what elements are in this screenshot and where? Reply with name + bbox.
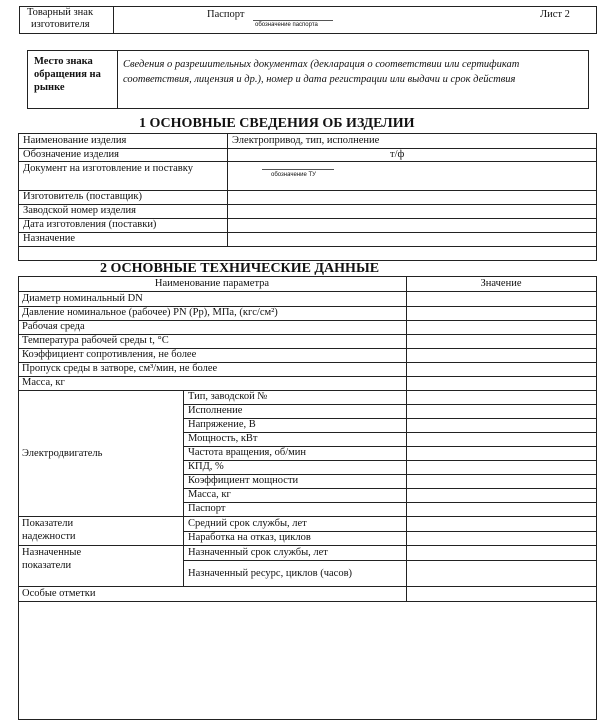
section1-row-label: Назначение	[23, 233, 76, 244]
rule	[117, 50, 118, 109]
rule	[18, 291, 597, 292]
section1-row-label: Изготовитель (поставщик)	[23, 191, 142, 202]
section1-row-value: Электропривод, тип, исполнение	[232, 135, 380, 146]
rule	[183, 460, 597, 461]
market-text: Сведения о разрешительных документах (декларация о соответствии или сертификат соответствия, лицензия и др.), номер и дата регистрации или выдачи и срок действия	[123, 59, 520, 85]
section1-row-label: Документ на изготовление и поставку	[23, 163, 193, 174]
motor-row: Исполнение	[188, 405, 243, 416]
rule	[227, 133, 228, 247]
motor-row: Тип, заводской №	[188, 391, 268, 402]
rule	[18, 232, 597, 233]
rule	[183, 390, 184, 587]
motor-row: Масса, кг	[188, 489, 231, 500]
section1-row-value: т/ф	[390, 149, 405, 160]
section1-title: 1 ОСНОВНЫЕ СВЕДЕНИЯ ОБ ИЗДЕЛИИ	[139, 116, 415, 131]
motor-row: Частота вращения, об/мин	[188, 447, 307, 458]
rule	[183, 488, 597, 489]
rule	[183, 560, 597, 561]
param-row: Масса, кг	[22, 377, 65, 388]
tu-sub: обозначение ТУ	[271, 172, 316, 178]
rule	[18, 719, 597, 720]
param-row: Пропуск среды в затворе, см³/мин, не более	[22, 363, 218, 374]
rule	[18, 133, 597, 134]
rule	[596, 6, 597, 34]
rule	[18, 320, 597, 321]
trademark-label: изготовителя	[31, 19, 90, 30]
section1-row-label: Обозначение изделия	[23, 149, 119, 160]
passport-sub: обозначение паспорта	[255, 22, 318, 28]
rule	[19, 33, 597, 34]
reliability-label: надежности	[22, 531, 76, 542]
section1-row-label: Дата изготовления (поставки)	[23, 219, 157, 230]
rule	[18, 276, 597, 277]
rule	[18, 133, 19, 261]
param-row: Рабочая среда	[22, 321, 85, 332]
motor-row: Напряжение, В	[188, 419, 256, 430]
rule	[27, 50, 28, 109]
col-value-header: Значение	[480, 278, 522, 289]
rule	[596, 133, 597, 261]
passport-label: Паспорт	[207, 9, 245, 20]
param-row: Давление номинальное (рабочее) PN (Рр), МПа, (кгс/см²)	[22, 307, 278, 318]
rule	[18, 516, 597, 517]
reliability-label: Показатели	[22, 518, 74, 529]
assigned-row: Назначенный срок службы, лет	[188, 547, 328, 558]
param-row: Температура рабочей среды t, °С	[22, 335, 169, 346]
section2-title: 2 ОСНОВНЫЕ ТЕХНИЧЕСКИЕ ДАННЫЕ	[100, 261, 380, 276]
rule	[596, 276, 597, 720]
motor-label: Электродвигатель	[22, 448, 103, 459]
rule	[19, 6, 597, 7]
sheet-label: Лист 2	[540, 9, 570, 20]
motor-row: Мощность, кВт	[188, 433, 258, 444]
param-row: Коэффициент сопротивления, не более	[22, 349, 197, 360]
section1-row-label: Заводской номер изделия	[23, 205, 136, 216]
assigned-label: показатели	[22, 560, 72, 571]
rule	[18, 246, 597, 247]
notes-label: Особые отметки	[22, 588, 96, 599]
rule	[588, 50, 589, 109]
rule	[18, 161, 597, 162]
rule	[183, 404, 597, 405]
rule	[18, 390, 597, 391]
col-param-header: Наименование параметра	[154, 278, 270, 289]
trademark-label: Товарный знак	[27, 7, 94, 18]
rule	[113, 6, 114, 34]
rule	[18, 376, 597, 377]
reliability-row: Средний срок службы, лет	[188, 518, 307, 529]
rule	[18, 601, 597, 602]
rule	[27, 108, 589, 109]
motor-row: Паспорт	[188, 503, 226, 514]
market-label: Место знака обращения на рынке	[34, 56, 101, 93]
rule	[183, 502, 597, 503]
rule	[27, 50, 589, 51]
motor-row: Коэффициент мощности	[188, 475, 299, 486]
rule	[18, 545, 597, 546]
section1-row-label: Наименование изделия	[23, 135, 127, 146]
param-row: Диаметр номинальный DN	[22, 293, 143, 304]
assigned-row: Назначенный ресурс, циклов (часов)	[188, 568, 353, 579]
rule	[406, 276, 407, 601]
rule	[19, 6, 20, 34]
rule	[18, 276, 19, 720]
tu-underline	[262, 169, 334, 170]
passport-underline	[253, 20, 333, 21]
motor-row: КПД, %	[188, 461, 224, 472]
rule	[18, 586, 597, 587]
assigned-label: Назначенные	[22, 547, 82, 558]
reliability-row: Наработка на отказ, циклов	[188, 532, 311, 543]
